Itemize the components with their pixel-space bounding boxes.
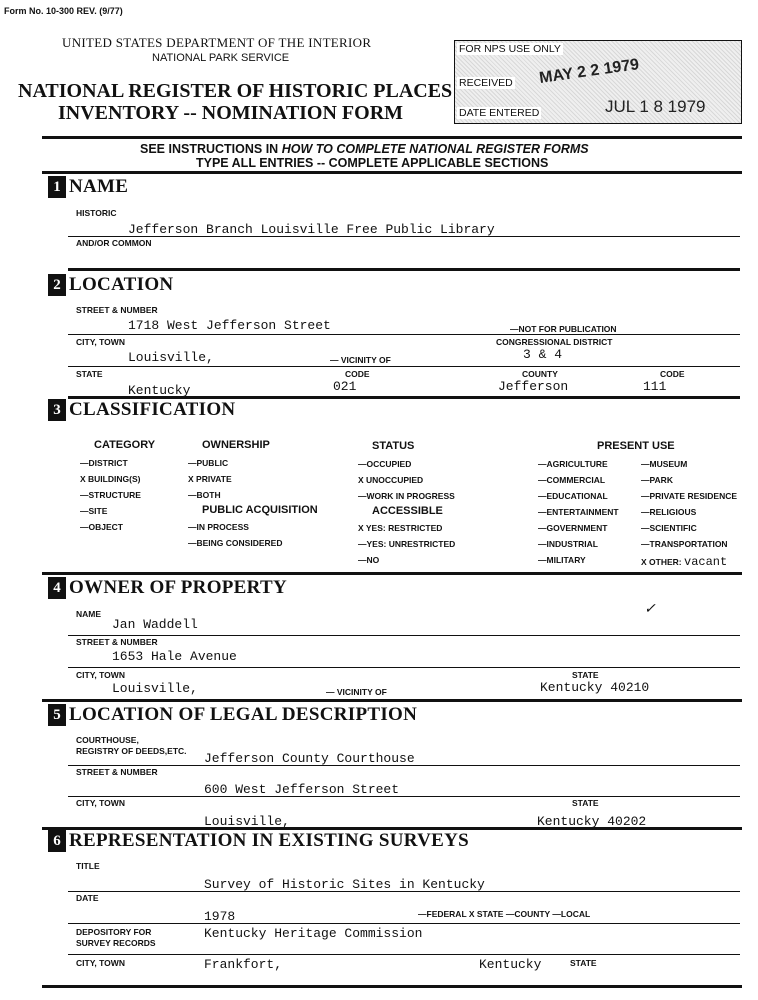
status-occupied[interactable]: —OCCUPIED [358,459,412,469]
ownership-private[interactable]: X PRIVATE [188,474,232,484]
historic-name-value: Jefferson Branch Louisville Free Public Library [128,222,495,237]
access-yes-restricted[interactable]: X YES: RESTRICTED [358,523,443,533]
state-code-value: 021 [333,379,357,394]
section-3-heading: 3 CLASSIFICATION [48,399,235,421]
section-5-heading: 5 LOCATION OF LEGAL DESCRIPTION [48,704,417,726]
use-park[interactable]: —PARK [641,475,673,485]
legal-street-value: 600 West Jefferson Street [204,782,400,797]
section-4-heading: 4 OWNER OF PROPERTY [48,577,287,599]
congressional-district-label: CONGRESSIONAL DISTRICT [496,337,613,347]
divider [42,136,742,139]
nps-box-label: FOR NPS USE ONLY [459,43,561,55]
historic-label: HISTORIC [76,208,117,218]
county-label: COUNTY [522,369,558,379]
accessible-heading: ACCESSIBLE [372,505,443,517]
courthouse-value: Jefferson County Courthouse [204,751,415,766]
field-line [68,954,740,955]
ownership-both[interactable]: —BOTH [188,490,221,500]
department-name: UNITED STATES DEPARTMENT OF THE INTERIOR [62,35,372,50]
legal-state-label: STATE [572,798,599,808]
nps-use-box [454,40,742,124]
owner-name-label: NAME [76,609,102,619]
depository-label-1: DEPOSITORY FOR [76,927,152,937]
divider [42,572,742,575]
depository-label-2: SURVEY RECORDS [76,938,156,948]
category-district[interactable]: —DISTRICT [80,458,128,468]
status-unoccupied[interactable]: X UNOCCUPIED [358,475,424,485]
form-number: Form No. 10-300 REV. (9/77) [4,6,123,16]
ownership-heading: OWNERSHIP [202,439,270,451]
owner-city-value: Louisville, [112,681,198,696]
city-town-label: CITY, TOWN [76,337,125,347]
field-line [68,891,740,892]
access-no[interactable]: —NO [358,555,380,565]
legal-state-value: Kentucky 40202 [537,814,647,829]
instructions-line1: SEE INSTRUCTIONS IN HOW TO COMPLETE NATIONAL REGISTER FORMS [140,142,589,156]
use-military[interactable]: —MILITARY [538,555,586,565]
section-6-heading: 6 REPRESENTATION IN EXISTING SURVEYS [48,830,469,852]
common-name-label: AND/OR COMMON [76,238,152,248]
received-label: RECEIVED [459,77,513,89]
use-other[interactable]: X OTHER: vacant [641,555,728,569]
category-object[interactable]: —OBJECT [80,522,123,532]
legal-city-label: CITY, TOWN [76,798,125,808]
section-1-heading: 1 NAME [48,176,128,198]
county-code-label: CODE [660,369,685,379]
survey-date-value: 1978 [204,909,236,924]
category-site[interactable]: —SITE [80,506,108,516]
use-commercial[interactable]: —COMMERCIAL [538,475,606,485]
use-agriculture[interactable]: —AGRICULTURE [538,459,608,469]
use-entertainment[interactable]: —ENTERTAINMENT [538,507,619,517]
field-line [68,334,740,335]
depository-value: Kentucky Heritage Commission [204,926,423,941]
category-structure[interactable]: —STRUCTURE [80,490,141,500]
present-use-heading: PRESENT USE [597,440,675,452]
form-title-line1: NATIONAL REGISTER OF HISTORIC PLACES [18,80,453,102]
divider [42,985,742,988]
survey-title-label: TITLE [76,861,100,871]
access-yes-unrestricted[interactable]: —YES: UNRESTRICTED [358,539,456,549]
use-religious[interactable]: —RELIGIOUS [641,507,697,517]
field-line [68,923,740,924]
street-value: 1718 West Jefferson Street [128,318,331,333]
field-line [68,796,740,797]
divider [42,699,742,702]
date-entered-stamp: JUL 1 8 1979 [605,97,706,116]
state-value: Kentucky [128,383,191,398]
field-line [68,667,740,668]
owner-state-value: Kentucky 40210 [540,680,650,695]
owner-street-label: STREET & NUMBER [76,637,158,647]
courthouse-label-1: COURTHOUSE, [76,735,139,745]
legal-street-label: STREET & NUMBER [76,767,158,777]
owner-vicinity-label: — VICINITY OF [326,687,387,697]
use-educational[interactable]: —EDUCATIONAL [538,491,608,501]
status-work-in-progress[interactable]: —WORK IN PROGRESS [358,491,455,501]
use-museum[interactable]: —MUSEUM [641,459,688,469]
owner-name-value: Jan Waddell [112,617,198,632]
use-scientific[interactable]: —SCIENTIFIC [641,523,697,533]
received-date-stamp: MAY 2 2 1979 [538,56,641,87]
congressional-district-value: 3 & 4 [523,347,563,362]
use-industrial[interactable]: —INDUSTRIAL [538,539,598,549]
field-line [68,765,740,766]
ownership-public[interactable]: —PUBLIC [188,458,229,468]
date-entered-label: DATE ENTERED [459,107,540,119]
divider [42,171,742,174]
street-number-label: STREET & NUMBER [76,305,158,315]
section-2-heading: 2 LOCATION [48,274,173,296]
use-transportation[interactable]: —TRANSPORTATION [641,539,728,549]
form-title-line2: INVENTORY -- NOMINATION FORM [58,102,404,124]
city-value: Louisville, [128,350,214,365]
field-line [68,366,740,367]
status-heading: STATUS [372,440,415,452]
category-heading: CATEGORY [94,439,156,451]
survey-title-value: Survey of Historic Sites in Kentucky [204,877,485,892]
survey-levels[interactable]: —FEDERAL X STATE —COUNTY —LOCAL [418,909,591,919]
survey-city-value: Frankfort, [204,957,283,972]
checkmark-icon: ✓ [644,600,656,616]
vicinity-label: — VICINITY OF [330,355,391,365]
not-for-publication: —NOT FOR PUBLICATION [510,324,617,334]
courthouse-label-2: REGISTRY OF DEEDS,ETC. [76,746,187,756]
instructions-line2: TYPE ALL ENTRIES -- COMPLETE APPLICABLE SECTIONS [196,156,549,170]
public-acquisition-heading: PUBLIC ACQUISITION [202,504,318,516]
owner-street-value: 1653 Hale Avenue [112,649,237,664]
use-private-residence[interactable]: —PRIVATE RESIDENCE [641,491,738,501]
state-label: STATE [76,369,103,379]
owner-city-label: CITY, TOWN [76,670,125,680]
survey-state-label: STATE [570,958,597,968]
survey-city-label: CITY, TOWN [76,958,125,968]
use-government[interactable]: —GOVERNMENT [538,523,608,533]
acquisition-being-considered[interactable]: —BEING CONSIDERED [188,538,283,548]
survey-state-value: Kentucky [479,957,542,972]
county-value: Jefferson [498,379,569,394]
divider [68,268,740,271]
category-buildings[interactable]: X BUILDING(S) [80,474,141,484]
county-code-value: 111 [643,379,667,394]
service-name: NATIONAL PARK SERVICE [152,52,290,64]
survey-date-label: DATE [76,893,99,903]
field-line [68,635,740,636]
owner-state-label: STATE [572,670,599,680]
acquisition-in-process[interactable]: —IN PROCESS [188,522,249,532]
field-line [68,236,740,237]
code-label: CODE [345,369,370,379]
use-other-value: vacant [684,555,728,569]
legal-city-value: Louisville, [204,814,290,829]
